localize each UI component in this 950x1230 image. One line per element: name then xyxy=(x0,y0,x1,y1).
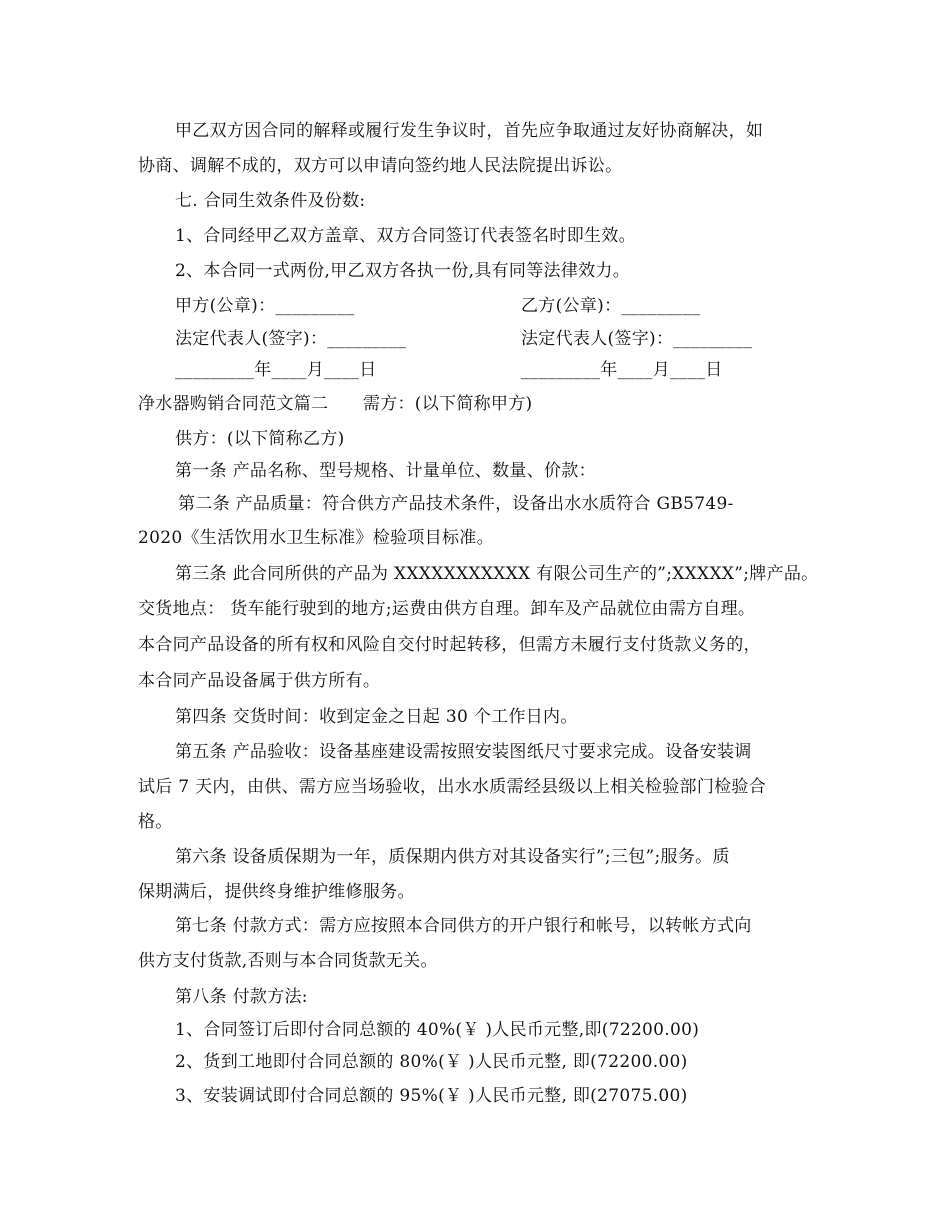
article-1: 第一条 产品名称、型号规格、计量单位、数量、价款： xyxy=(175,461,596,481)
party-b-seal-line: 乙方(公章)：_________ xyxy=(521,296,701,316)
payment-item-3: 3、安装调试即付合同总额的 95%(￥ )人民币元整, 即(27075.00) xyxy=(175,1086,688,1106)
article-2-line-1: 第二条 产品质量：符合供方产品技术条件，设备出水水质符合 GB5749- xyxy=(178,494,734,514)
article-8-heading: 第八条 付款方法: xyxy=(175,987,308,1007)
contract-2-title: 净水器购销合同范文篇二 需方：(以下简称甲方) xyxy=(138,394,533,414)
dispute-paragraph-line-1: 甲乙双方因合同的解释或履行发生争议时，首先应争取通过友好协商解决，如 xyxy=(175,121,764,141)
party-a-representative-line: 法定代表人(签字)：_________ xyxy=(175,329,407,349)
article-5-line-1: 第五条 产品验收：设备基座建设需按照安装图纸尺寸要求完成。设备安装调 xyxy=(175,742,752,762)
supplier-line: 供方：(以下简称乙方) xyxy=(175,429,345,449)
article-3-line-4: 本合同产品设备属于供方所有。 xyxy=(138,671,381,691)
article-6-line-2: 保期满后，提供终身维护维修服务。 xyxy=(138,882,415,902)
section-7-item-2: 2、本合同一式两份,甲乙双方各执一份,具有同等法律效力。 xyxy=(175,261,631,281)
article-3-line-3: 本合同产品设备的所有权和风险自交付时起转移，但需方未履行支付货款义务的， xyxy=(138,635,761,655)
article-2-line-2: 2020《生活饮用水卫生标准》检验项目标准。 xyxy=(138,528,494,548)
article-5-line-2: 试后 7 天内，由供、需方应当场验收，出水水质需经县级以上相关检验部门检验合 xyxy=(138,777,767,797)
section-7-item-1: 1、合同经甲乙双方盖章、双方合同签订代表签名时即生效。 xyxy=(175,226,636,246)
payment-item-2: 2、货到工地即付合同总额的 80%(￥ )人民币元整, 即(72200.00) xyxy=(175,1052,688,1072)
article-4: 第四条 交货时间：收到定金之日起 30 个工作日内。 xyxy=(175,707,578,727)
payment-item-1: 1、合同签订后即付合同总额的 40%(￥ )人民币元整,即(72200.00) xyxy=(175,1020,700,1040)
party-a-seal-line: 甲方(公章)：_________ xyxy=(175,296,355,316)
article-3-line-1: 第三条 此合同所供的产品为 XXXXXXXXXXX 有限公司生产的”;XXXXX”;牌产品。 xyxy=(175,564,819,584)
article-3-line-2: 交货地点： 货车能行驶到的地方;运费由供方自理。卸车及产品就位由需方自理。 xyxy=(138,599,756,619)
article-5-line-3: 格。 xyxy=(138,812,173,832)
section-7-heading: 七. 合同生效条件及份数: xyxy=(175,191,366,211)
party-a-date-line: _________年____月____日 xyxy=(175,360,377,380)
article-7-line-1: 第七条 付款方式：需方应按照本合同供方的开户银行和帐号，以转帐方式向 xyxy=(175,916,752,936)
party-b-date-line: _________年____月____日 xyxy=(521,360,723,380)
party-b-representative-line: 法定代表人(签字)：_________ xyxy=(521,329,753,349)
dispute-paragraph-line-2: 协商、调解不成的，双方可以申请向签约地人民法院提出诉讼。 xyxy=(138,156,623,176)
article-7-line-2: 供方支付货款,否则与本合同货款无关。 xyxy=(138,951,438,971)
article-6-line-1: 第六条 设备质保期为一年，质保期内供方对其设备实行”;三包”;服务。质 xyxy=(175,847,730,867)
